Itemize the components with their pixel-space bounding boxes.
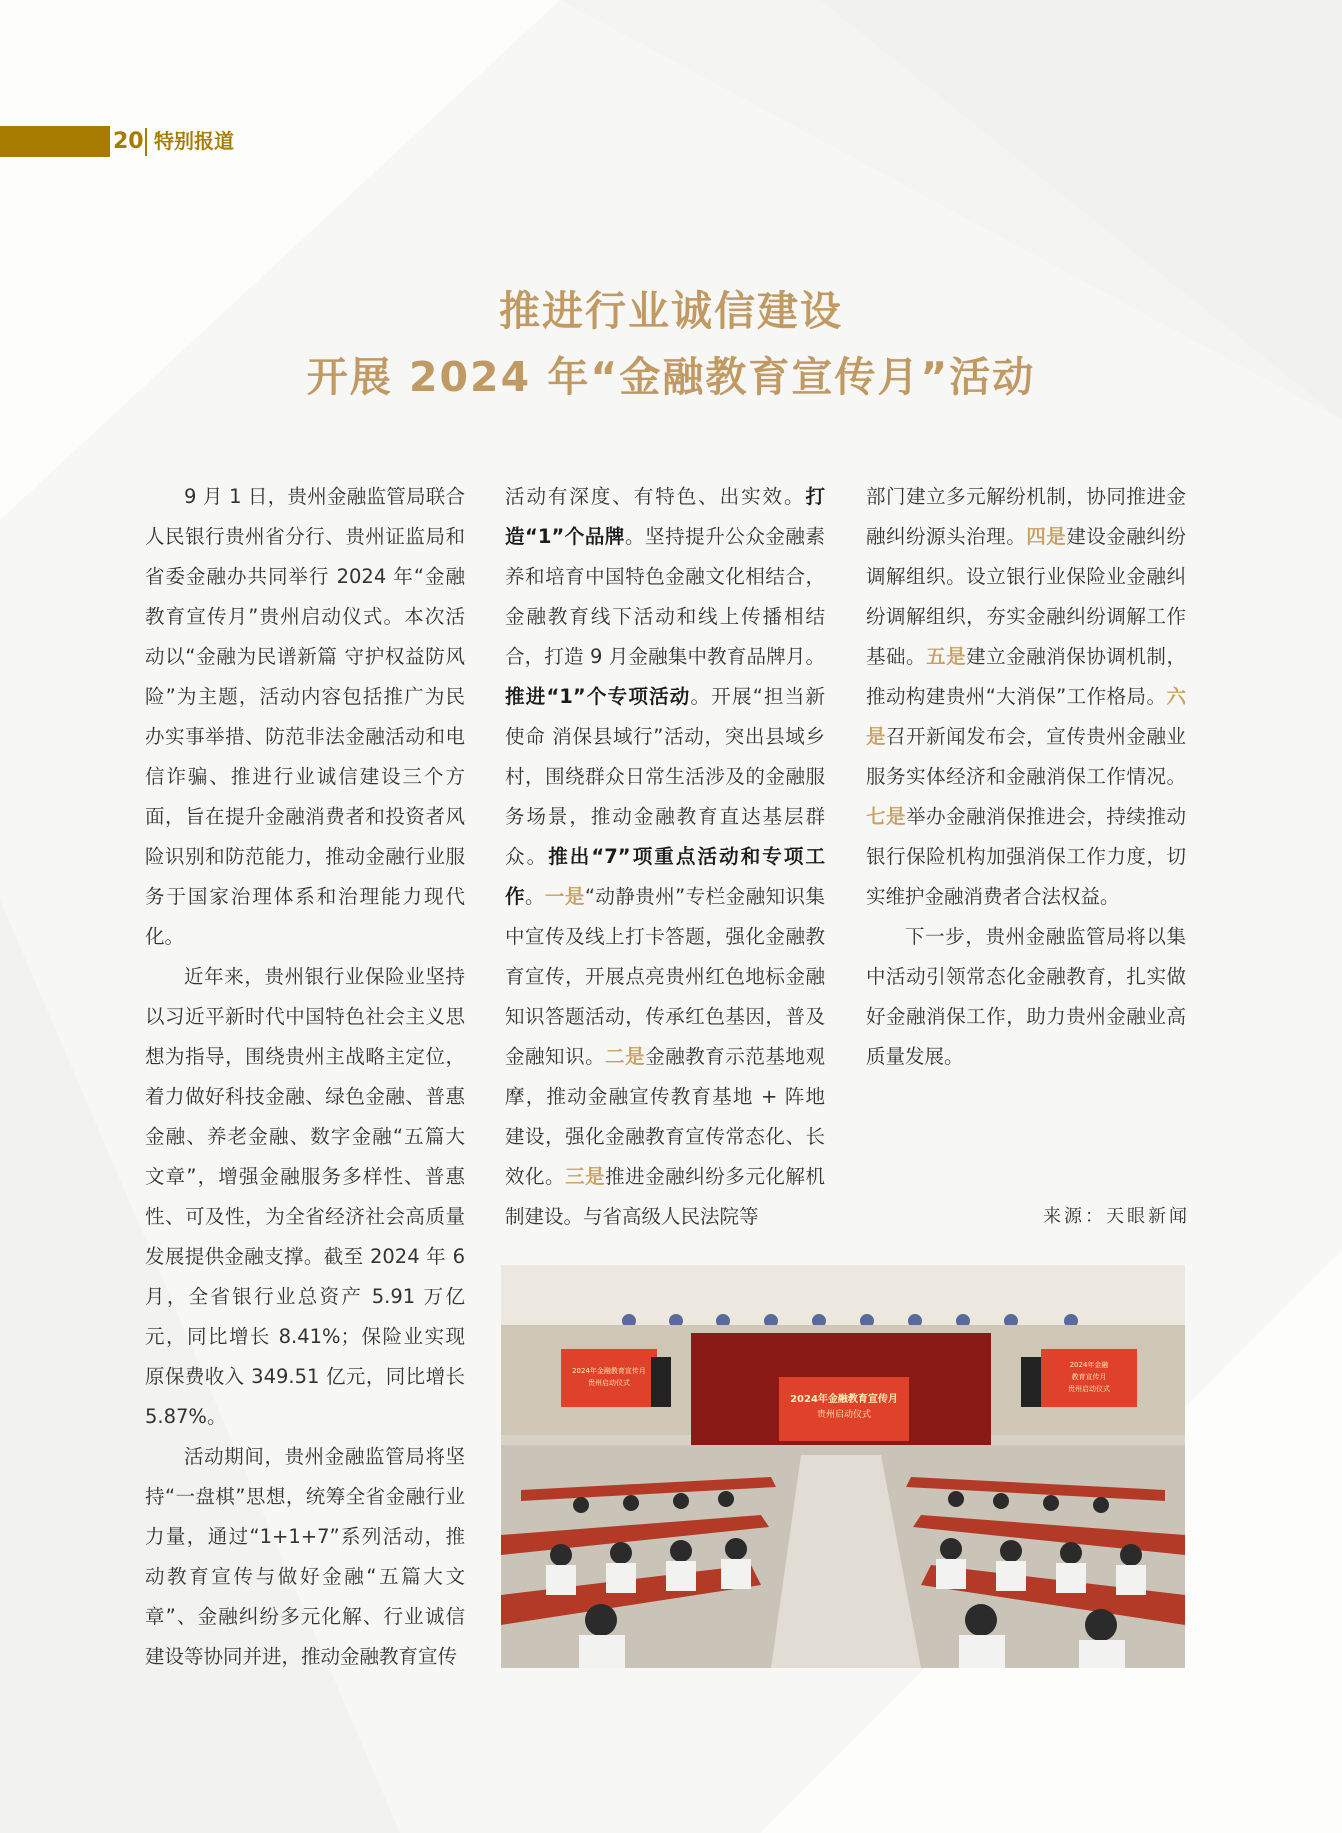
banner-center-text-2: 贵州启动仪式 [816,1410,872,1420]
banner-left-text-1: 2024年金融教育宣传月 [572,1367,646,1375]
banner-center-text-1: 2024年金融教育宣传月 [790,1394,898,1405]
item-marker: 五是 [926,645,967,668]
paragraph: 近年来，贵州银行业保险业坚持以习近平新时代中国特色社会主义思想为指导，围绕贵州主战略主定位，着力做好科技金融、绿色金融、普惠金融、养老金融、数字金融“五篇大文章”，增强金融服务多样性、普惠性、可及性，为全省经济社会高质量发展提供金融支撑。截至 2024 年 6 月，全省银行业总资产 5.91 万亿元，同比增长 8.41%；保险业实现原保费收入 349.51 亿元，同比增长 5.87%。 [145,965,465,1428]
header-divider [145,128,147,156]
text: 部门建立多元解纷机制，协同推进金融纠纷源头治理。 [866,485,1186,548]
article-column-1 [145,477,465,1677]
page-number: 20 [113,129,144,154]
item-marker: 七是 [866,805,907,828]
text: 。坚持提升公众金融素养和培育中国特色金融文化相结合，金融教育线下活动和线上传播相结合，打造 9 月金融集中教育品牌月。 [505,525,825,668]
text: 。开展“担当新使命 消保县域行”活动，突出县域乡村，围绕群众日常生活涉及的金融服务场景，推动金融教育直达基层群众。 [505,685,825,868]
text: “动静贵州”专栏金融知识集中宣传及线上打卡答题，强化金融教育宣传，开展点亮贵州红色地标金融知识答题活动，传承红色基因，普及金融知识。 [505,885,825,1068]
paragraph: 活动期间，贵州金融监管局将坚持“一盘棋”思想，统筹全省金融行业力量，通过“1+1+7”系列活动，推动教育宣传与做好金融“五篇大文章”、金融纠纷多元化解、行业诚信建设等协同并进，推动金融教育宣传 [145,1445,465,1668]
item-marker: 二是 [605,1045,646,1068]
text: 推进金融纠纷多元化解机制建设。与省高级人民法院等 [505,1165,825,1228]
section-name: 特别报道 [154,129,234,153]
banner-left-text-2: 贵州启动仪式 [588,1379,630,1387]
text: 建设金融纠纷调解组织。设立银行业保险业金融纠纷调解组织，夯实金融纠纷调解工作基础。 [866,525,1186,668]
bold-heading: 推出“7”项重点活动和专项工作 [505,845,825,908]
article-source: 来源：天眼新闻 [1043,1206,1190,1227]
text: 。 [524,885,545,908]
banner-right-text-1: 2024年金融 [1069,1361,1109,1369]
text: 活动有深度、有特色、出实效。 [505,485,806,508]
paragraph [866,477,1186,917]
banner-right-text-2: 教育宣传月 [1071,1373,1107,1381]
paragraph [505,477,825,1237]
text: 召开新闻发布会，宣传贵州金融业服务实体经济和金融消保工作情况。 [866,725,1186,788]
item-marker: 三是 [565,1165,606,1188]
item-marker: 四是 [1026,525,1067,548]
text: 金融教育示范基地观摩，推动金融宣传教育基地 + 阵地建设，强化金融教育宣传常态化、长效化。 [505,1045,825,1188]
article-title-line2: 开展 2024 年“金融教育宣传月”活动 [306,353,1036,401]
article-column-3 [866,477,1186,1077]
banner-left [561,1349,657,1407]
text: 举办金融消保推进会，持续推动银行保险机构加强消保工作力度，切实维护金融消费者合法权益。 [866,805,1186,908]
event-photo [501,1265,1185,1668]
article-column-2 [505,477,825,1237]
text: 建立金融消保协调机制，推动构建贵州“大消保”工作格局。 [866,645,1186,708]
paragraph: 9 月 1 日，贵州金融监管局联合人民银行贵州省分行、贵州证监局和省委金融办共同举行 2024 年“金融教育宣传月”贵州启动仪式。本次活动以“金融为民谱新篇 守护权益防风险”为主题，活动内容包括推广为民办实事举措、防范非法金融活动和电信诈骗、推进行业诚信建设三个方面，旨在提升金融消费者和投资者风险识别和防范能力，推动金融行业服务于国家治理体系和治理能力现代化。 [145,485,465,948]
article-title-line1: 推进行业诚信建设 [499,287,843,335]
item-marker: 六是 [866,685,1186,748]
bold-heading: 打造“1”个品牌 [505,485,825,548]
item-marker: 一是 [544,885,585,908]
banner-center [779,1377,909,1441]
bold-heading: 推进“1”个专项活动 [505,685,691,708]
header-accent-bar [0,126,110,157]
paragraph: 下一步，贵州金融监管局将以集中活动引领常态化金融教育，扎实做好金融消保工作，助力贵州金融业高质量发展。 [866,925,1186,1068]
banner-right-text-3: 贵州启动仪式 [1068,1385,1110,1393]
